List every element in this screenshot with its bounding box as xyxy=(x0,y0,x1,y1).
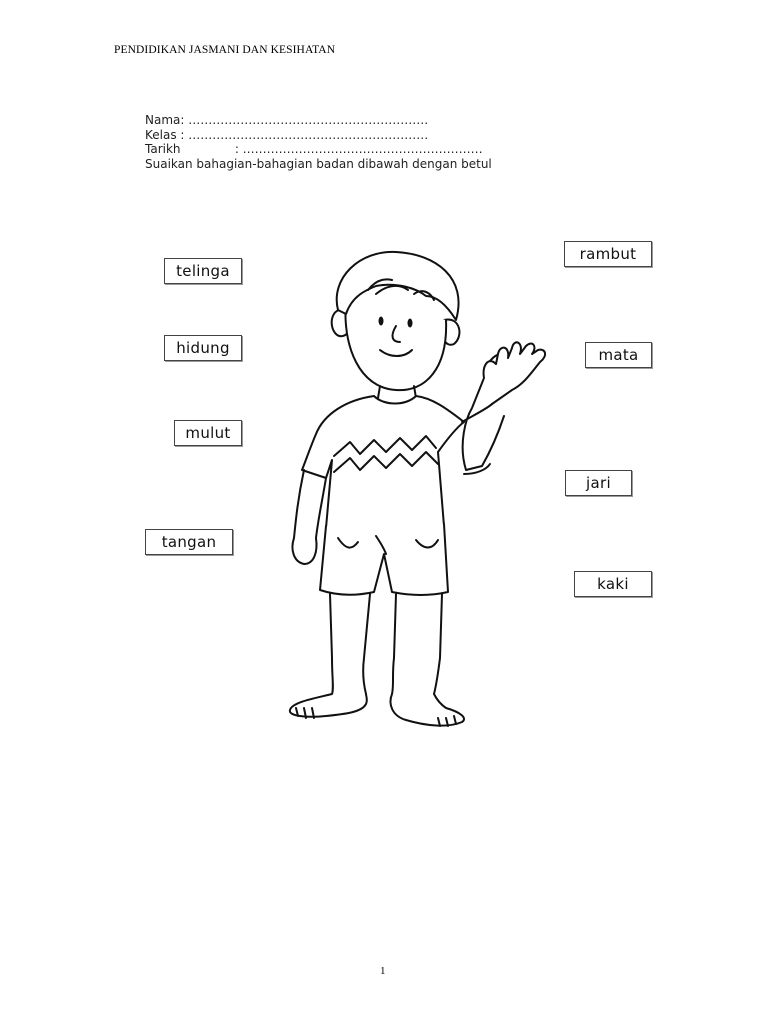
boy-illustration xyxy=(276,238,556,738)
label-jari[interactable]: jari xyxy=(565,470,632,496)
shorts xyxy=(320,524,448,595)
kelas-label: Kelas : xyxy=(145,127,185,142)
left-arm xyxy=(294,470,304,538)
label-telinga[interactable]: telinga xyxy=(164,258,242,284)
left-eye xyxy=(379,317,384,326)
label-kaki[interactable]: kaki xyxy=(574,571,652,597)
right-foot xyxy=(391,694,464,726)
label-mata[interactable]: mata xyxy=(585,342,652,368)
document-header: PENDIDIKAN JASMANI DAN KESIHATAN xyxy=(114,44,336,56)
nama-row xyxy=(145,113,492,128)
nama-blank[interactable]: …………………………………………………… xyxy=(188,113,429,127)
tarikh-label: Tarikh xyxy=(145,142,181,156)
label-mulut[interactable]: mulut xyxy=(174,420,242,446)
right-eye xyxy=(408,319,413,328)
raised-hand xyxy=(484,342,545,404)
label-hidung[interactable]: hidung xyxy=(164,335,242,361)
kelas-row xyxy=(145,128,492,143)
face xyxy=(345,298,446,390)
kelas-blank[interactable]: …………………………………………………… xyxy=(188,127,429,142)
instruction-text: Suaikan bahagian-bahagian badan dibawah dengan betul xyxy=(145,156,492,171)
left-foot xyxy=(290,694,367,717)
tarikh-blank[interactable]: : …………………………………………………… xyxy=(234,142,483,156)
label-tangan[interactable]: tangan xyxy=(145,529,233,555)
student-info-form xyxy=(145,113,492,171)
page-number: 1 xyxy=(380,965,386,977)
right-leg xyxy=(392,594,396,694)
left-hand xyxy=(292,538,316,564)
nama-label: Nama: xyxy=(145,113,185,127)
tarikh-row xyxy=(145,142,492,157)
left-leg xyxy=(330,594,333,694)
label-rambut[interactable]: rambut xyxy=(564,241,652,267)
